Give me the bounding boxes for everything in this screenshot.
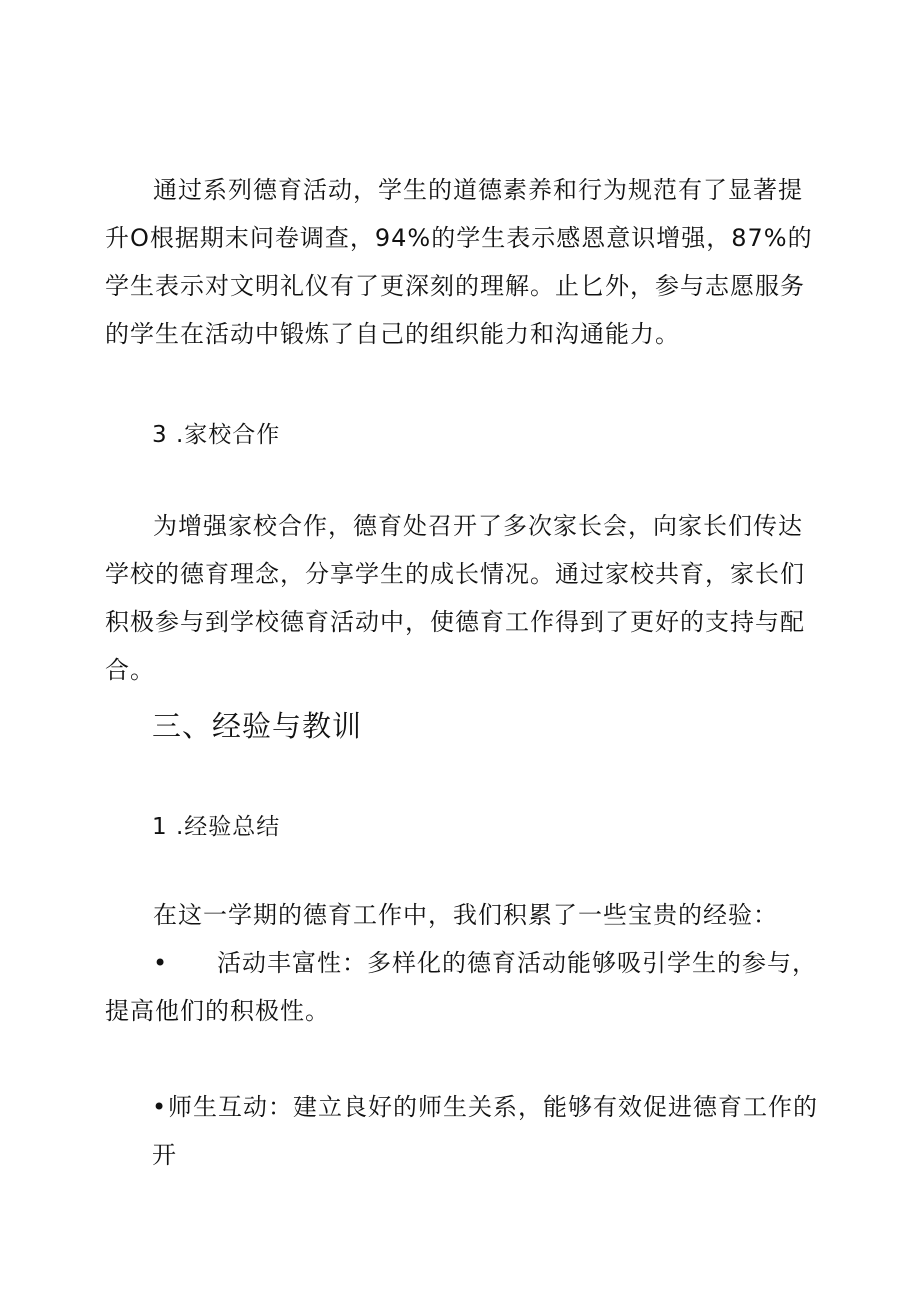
bullet-text: 活动丰富性：多样化的德育活动能够吸引学生的参与，提高他们的积极性。 [105,949,817,1025]
bullet-item-teacher-student-interaction [152,1083,824,1179]
paragraph-moral-results: 通过系列德育活动，学生的道德素养和行为规范有了显著提升O根据期末问卷调查，94%的学生表示感恩意识增强，87%的学生表示对文明礼仪有了更深刻的理解。止匕外，参与志愿服务的学生在活动中锻炼了自己的组织能力和沟通能力。 [105,176,813,348]
section-heading-experience-lessons: 三、经验与教训 [152,709,363,743]
subheading-experience-summary: 1 .经验总结 [152,814,281,840]
bullet-marker: • [152,1093,168,1121]
bullet-item-activity-richness [105,939,825,1035]
paragraph-home-school-cooperation: 为增强家校合作，德育处召开了多次家长会，向家长们传达学校的德育理念，分享学生的成长情况。通过家校共育，家长们积极参与到学校德育活动中，使德育工作得到了更好的支持与配合。 [105,512,805,684]
bullet-marker: • [153,949,169,977]
subheading-home-school-cooperation: 3 .家校合作 [152,422,281,448]
bullet-text: 师生互动：建立良好的师生关系，能够有效促进德育工作的开 [152,1093,818,1169]
paragraph-experience-intro: 在这一学期的德育工作中，我们积累了一些宝贵的经验： [153,901,778,929]
